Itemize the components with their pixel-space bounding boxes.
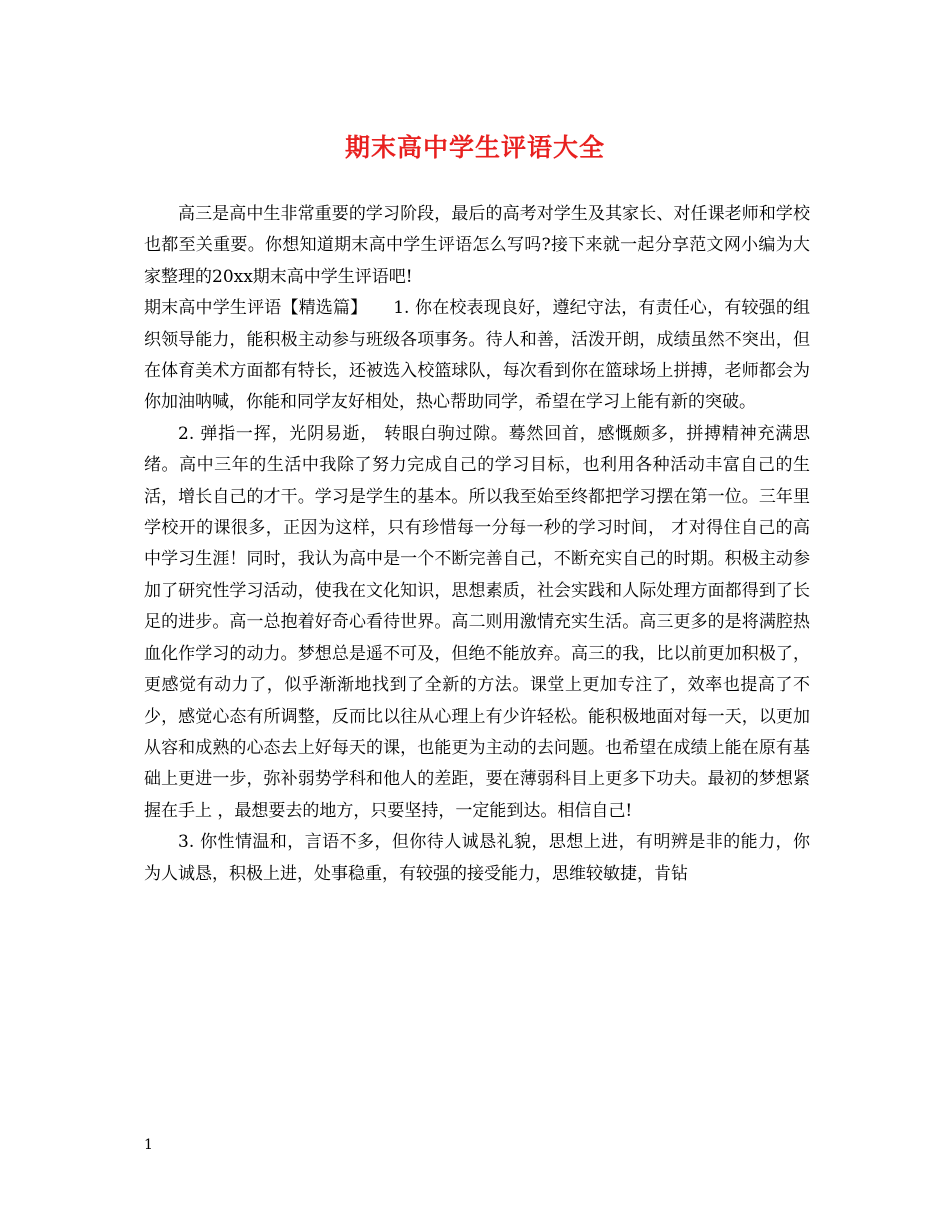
document-body <box>144 199 810 890</box>
comment-paragraph-1: 期末高中学生评语【精选篇】 1. 你在校表现良好，遵纪守法，有责任心，有较强的组织领导能力，能积极主动参与班级各项事务。待人和善，活泼开朗，成绩虽然不突出，但在体育美术方面都有特长，还被选入校篮球队，每次看到你在篮球场上拼搏，老师都会为你加油呐喊，你能和同学友好相处，热心帮助同学，希望在学习上能有新的突破。 <box>144 298 810 413</box>
comment-paragraph-2: 2. 弹指一挥，光阴易逝， 转眼白驹过隙。蓦然回首，感慨颇多，拼搏精神充满思绪。高中三年的生活中我除了努力完成自己的学习目标，也利用各种活动丰富自己的生活，增长自己的才干。学习是学生的基本。所以我至始至终都把学习摆在第一位。三年里学校开的课很多，正因为这样，只有珍惜每一分每一秒的学习时间， 才对得住自己的高中学习生涯！同时，我认为高中是一个不断完善自己，不断充实自己的时期。积极主动参加了研究性学习活动，使我在文化知识，思想素质，社会实践和人际处理方面都得到了长足的进步。高一总抱着好奇心看待世界。高二则用激情充实生活。高三更多的是将满腔热血化作学习的动力。梦想总是遥不可及，但绝不能放弃。高三的我，比以前更加积极了，更感觉有动力了，似乎渐渐地找到了全新的方法。课堂上更加专注了，效率也提高了不少，感觉心态有所调整，反而比以往从心理上有少许轻松。能积极地面对每一天，以更加从容和成熟的心态去上好每天的课，也能更为主动的去问题。也希望在成绩上能在原有基础上更进一步，弥补弱势学科和他人的差距，要在薄弱科目上更多下功夫。最初的梦想紧握在手上 ，最想要去的地方，只要坚持，一定能到达。相信自己! <box>144 423 810 821</box>
comment-paragraph-3: 3. 你性情温和，言语不多，但你待人诚恳礼貌，思想上进，有明辨是非的能力，你为人诚恳，积极上进，处事稳重，有较强的接受能力，思维较敏捷，肯钻 <box>144 832 810 884</box>
document-title: 期末高中学生评语大全 <box>344 133 605 162</box>
page-number: 1 <box>144 1137 153 1153</box>
intro-paragraph: 高三是高中生非常重要的学习阶段，最后的高考对学生及其家长、对任课老师和学校也都至关重要。你想知道期末高中学生评语怎么写吗?接下来就一起分享范文网小编为大家整理的20xx期末高中学生评语吧! <box>144 204 810 287</box>
